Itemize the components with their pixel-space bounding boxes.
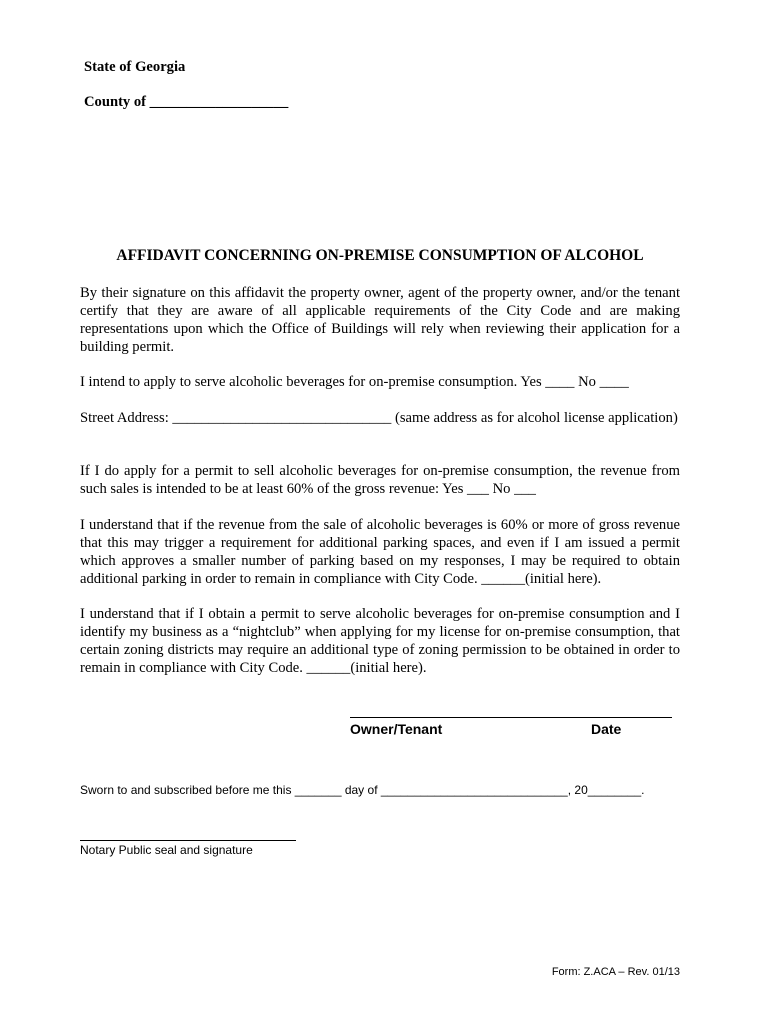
document-title: AFFIDAVIT CONCERNING ON-PREMISE CONSUMPTION OF ALCOHOL	[116, 247, 644, 264]
revenue-statement: If I do apply for a permit to sell alcoholic beverages for on-premise consumption, the revenue from such sales is intended to be at least 60% of the gross revenue: Yes ___ No ___	[80, 463, 680, 497]
street-address-line: Street Address: ______________________________ (same address as for alcohol license application)	[80, 410, 678, 426]
parking-statement: I understand that if the revenue from the sale of alcoholic beverages is 60% or more of gross revenue that this may trigger a requirement for additional parking spaces, and even if I am issued a permit which approves a smaller number of parking based on my responses, I may be required to obtain additional parking in order to remain in compliance with City Code. ______(initial here).	[80, 517, 680, 587]
form-revision-footer: Form: Z.ACA – Rev. 01/13	[551, 966, 680, 978]
notary-signature-line[interactable]	[80, 840, 296, 841]
intro-paragraph: By their signature on this affidavit the property owner, agent of the property owner, and/or the tenant certify that they are aware of all applicable requirements of the City Code and are making representations upon which the Office of Buildings will rely when reviewing their application for a building permit.	[80, 285, 680, 355]
intent-statement: I intend to apply to serve alcoholic beverages for on-premise consumption. Yes ____ No ____	[80, 374, 629, 390]
owner-tenant-label: Owner/Tenant	[350, 721, 443, 737]
nightclub-statement: I understand that if I obtain a permit to serve alcoholic beverages for on-premise consumption and I identify my business as a “nightclub” when applying for my license for on-premise consumption, that certain zoning districts may require an additional type of zoning permission to be obtained in order to remain in compliance with City Code. ______(initial here).	[80, 606, 680, 676]
notary-label: Notary Public seal and signature	[80, 843, 253, 857]
owner-signature-line[interactable]	[350, 717, 672, 718]
county-heading: County of ___________________	[84, 94, 289, 110]
date-label: Date	[591, 721, 622, 737]
state-heading: State of Georgia	[84, 59, 186, 75]
sworn-statement: Sworn to and subscribed before me this _______ day of ____________________________, 20________.	[80, 783, 645, 797]
